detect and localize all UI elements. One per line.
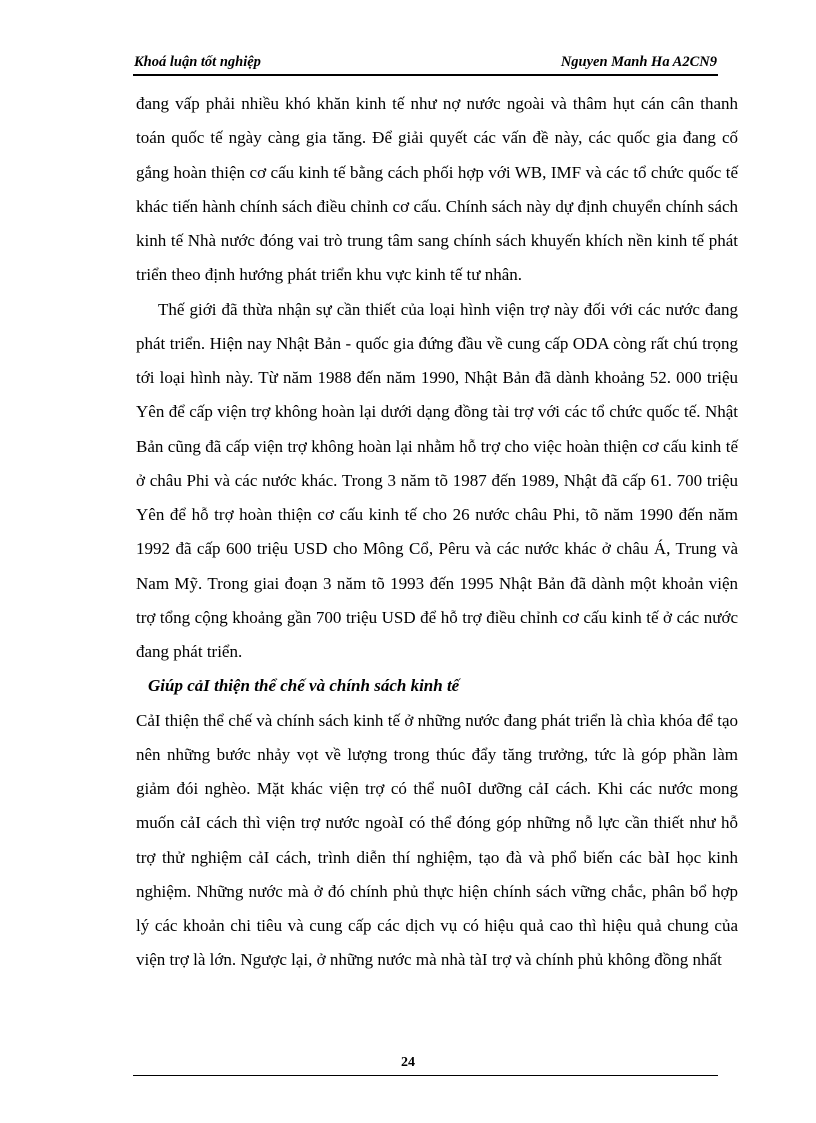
- paragraph-3: CảI thiện thể chế và chính sách kinh tế ở những nước đang phát triển là chìa khóa để tạo nên những bước nhảy vọt về lượng trong thúc đẩy tăng trưởng, tức là góp phần làm giảm đói nghèo. Mặt khác viện trợ có thể nuôI dưỡng cảI cách. Khi các nước mong muốn cảI cách thì viện trợ nước ngoàI có thể đóng góp những nỗ lực cần thiết như hỗ trợ thử nghiệm cảI cách, trình diễn thí nghiệm, tạo đà và phổ biến các bàI học kinh nghiệm. Những nước mà ở đó chính phủ thực hiện chính sách vững chắc, phân bổ hợp lý các khoản chi tiêu và cung cấp các dịch vụ có hiệu quả cao thì hiệu quả chung của viện trợ là lớn. Ngược lại, ở những nước mà nhà tàI trợ và chính phủ không đồng nhất: [136, 710, 738, 970]
- footer-divider: [133, 1075, 718, 1076]
- page-header: [133, 50, 718, 76]
- header-thesis-title: Khoá luận tốt nghiệp: [134, 54, 261, 70]
- paragraph-2: Thế giới đã thừa nhận sự cần thiết của loại hình viện trợ này đối với các nước đang phát triển. Hiện nay Nhật Bản - quốc gia đứng đầu về cung cấp ODA còng rất chú trọng tới loại hình này. Từ năm 1988 đến năm 1990, Nhật Bản đã dành khoảng 52. 000 triệu Yên để cấp viện trợ không hoàn lại dưới dạng đồng tài trợ với các tổ chức quốc tế. Nhật Bản cũng đã cấp viện trợ không hoàn lại nhằm hỗ trợ cho việc hoàn thiện cơ cấu kinh tế ở châu Phi và các nước khác. Trong 3 năm tõ 1987 đến 1989, Nhật đã cấp 61. 700 triệu Yên để hỗ trợ hoàn thiện cơ cấu kinh tế cho 26 nước châu Phi, tõ năm 1990 đến năm 1992 đã cấp 600 triệu USD cho Mông Cổ, Pêru và các nước khác ở châu Á, Trung và Nam Mỹ. Trong giai đoạn 3 năm tõ 1993 đến 1995 Nhật Bản đã dành một khoản viện trợ tổng cộng khoảng gần 700 triệu USD để hỗ trợ điều chỉnh cơ cấu kinh tế ở các nước đang phát triển.: [136, 299, 738, 661]
- paragraph-1: đang vấp phải nhiều khó khăn kinh tế như nợ nước ngoài và thâm hụt cán cân thanh toán quốc tế ngày càng gia tăng. Để giải quyết các vấn đề này, các quốc gia đang cố gắng hoàn thiện cơ cấu kinh tế bằng cách phối hợp với WB, IMF và các tổ chức quốc tế khác tiến hành chính sách điều chỉnh cơ cấu. Chính sách này dự định chuyển chính sách kinh tế Nhà nước đóng vai trò trung tâm sang chính sách khuyến khích nền kinh tế phát triển theo định hướng phát triển khu vực kinh tế tư nhân.: [136, 94, 738, 285]
- page-number: 24: [401, 1055, 415, 1070]
- section-heading: Giúp cảI thiện thể chế và chính sách kinh tế: [148, 676, 460, 696]
- header-author: Nguyen Manh Ha A2CN9: [560, 54, 717, 70]
- page-body: [136, 87, 738, 978]
